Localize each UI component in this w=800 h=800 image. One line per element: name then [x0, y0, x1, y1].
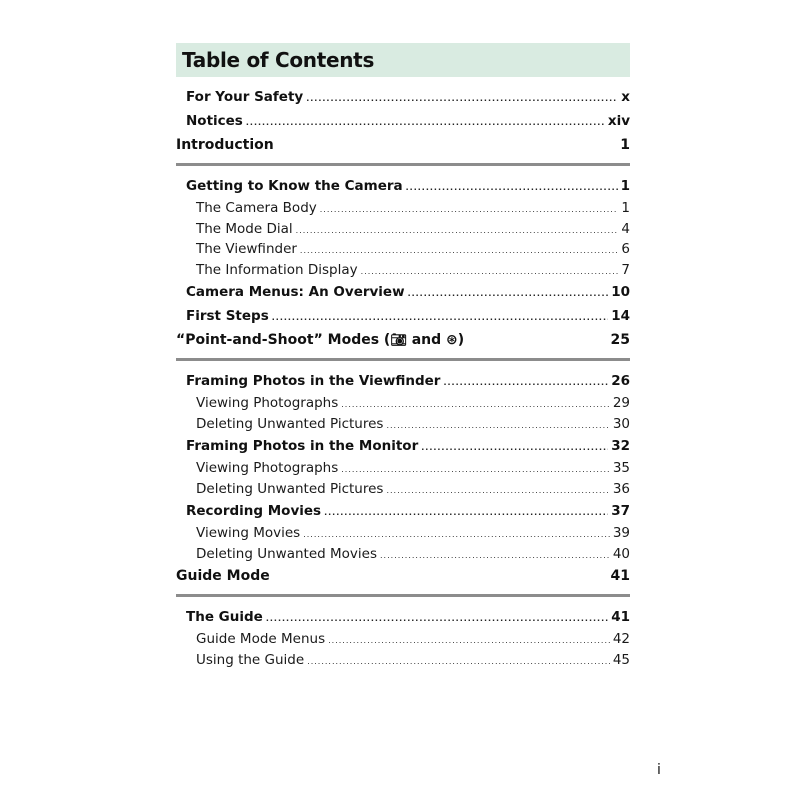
toc-section[interactable]: The Guide ..... 41: [176, 605, 630, 629]
toc-subsection[interactable]: Deleting Unwanted Movies ..... 40: [176, 544, 630, 565]
toc-subsection[interactable]: Viewing Photographs ..... 29: [176, 393, 630, 414]
toc-subsection[interactable]: The Camera Body ..... 1: [176, 198, 630, 219]
chapter-point-and-shoot[interactable]: “Point-and-Shoot” Modes (📷︎ and ⊛) 25: [176, 332, 630, 348]
toc-subsection[interactable]: The Information Display ..... 7: [176, 260, 630, 281]
toc-page: [176, 43, 630, 670]
chapter-divider: [176, 594, 630, 597]
flash-off-icon: ⊛: [446, 332, 458, 348]
toc-subsection[interactable]: Using the Guide ..... 45: [176, 650, 630, 671]
toc-entry-notices[interactable]: Notices ..... xiv: [176, 109, 630, 133]
toc-subsection[interactable]: Deleting Unwanted Pictures ..... 36: [176, 479, 630, 500]
chapter-divider: [176, 163, 630, 166]
page-number: i: [657, 762, 661, 778]
auto-mode-icon: 📷︎: [390, 333, 407, 348]
chapter-introduction[interactable]: Introduction 1: [176, 137, 630, 153]
chapter-divider: [176, 358, 630, 361]
chapter-guide-mode[interactable]: Guide Mode 41: [176, 568, 630, 584]
toc-subsection[interactable]: Deleting Unwanted Pictures ..... 30: [176, 414, 630, 435]
toc-section[interactable]: Framing Photos in the Monitor ..... 32: [176, 434, 630, 458]
toc-section[interactable]: Camera Menus: An Overview ..... 10: [176, 280, 630, 304]
toc-section[interactable]: First Steps ..... 14: [176, 304, 630, 328]
toc-subsection[interactable]: Viewing Photographs ..... 35: [176, 458, 630, 479]
toc-subsection[interactable]: The Mode Dial ..... 4: [176, 219, 630, 240]
page-title: Table of Contents: [182, 48, 375, 72]
toc-subsection[interactable]: Viewing Movies ..... 39: [176, 523, 630, 544]
toc-section[interactable]: Recording Movies ..... 37: [176, 499, 630, 523]
toc-title-band: [176, 43, 630, 77]
toc-section[interactable]: Getting to Know the Camera ..... 1: [176, 174, 630, 198]
toc-subsection[interactable]: The Viewfinder ..... 6: [176, 239, 630, 260]
toc-section[interactable]: Framing Photos in the Viewfinder ..... 26: [176, 369, 630, 393]
toc-entry-for-your-safety[interactable]: For Your Safety ..... x: [176, 85, 630, 109]
toc-subsection[interactable]: Guide Mode Menus ..... 42: [176, 629, 630, 650]
